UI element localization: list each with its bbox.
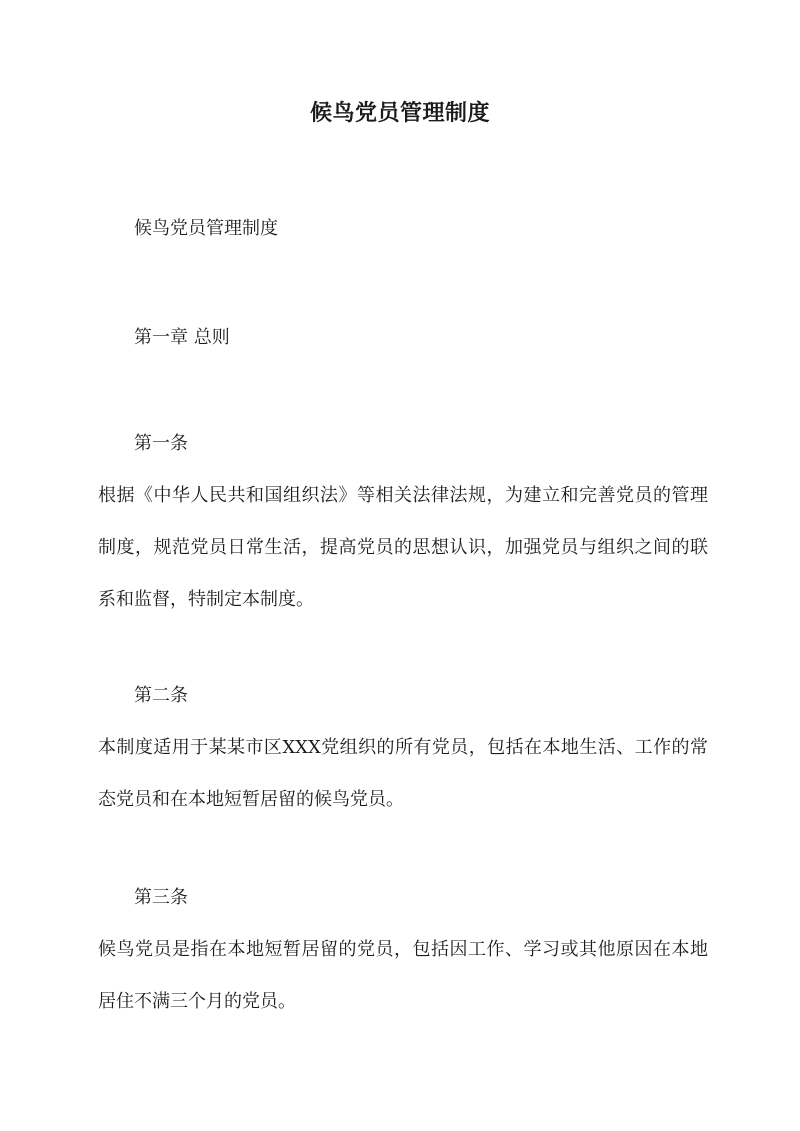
article-3-label: 第三条 — [134, 887, 188, 908]
document-title: 候鸟党员管理制度 — [309, 100, 490, 126]
article-1-text: 根据《中华人民共和国组织法》等相关法律法规，为建立和完善党员的管理制度，规范党员日常生活，提高党员的思想认识，加强党员与组织之间的联系和监督，特制定本制度。 — [98, 485, 708, 610]
document-subtitle: 候鸟党员管理制度 — [134, 218, 278, 239]
article-2-label: 第二条 — [134, 685, 188, 706]
article-2-text: 本制度适用于某某市区XXX党组织的所有党员，包括在本地生活、工作的常态党员和在本地短暂居留的候鸟党员。 — [98, 737, 708, 810]
article-1-label: 第一条 — [134, 433, 188, 454]
article-3-text: 候鸟党员是指在本地短暂居留的党员，包括因工作、学习或其他原因在本地居住不满三个月的党员。 — [98, 939, 708, 1012]
chapter-heading: 第一章 总则 — [134, 327, 230, 348]
